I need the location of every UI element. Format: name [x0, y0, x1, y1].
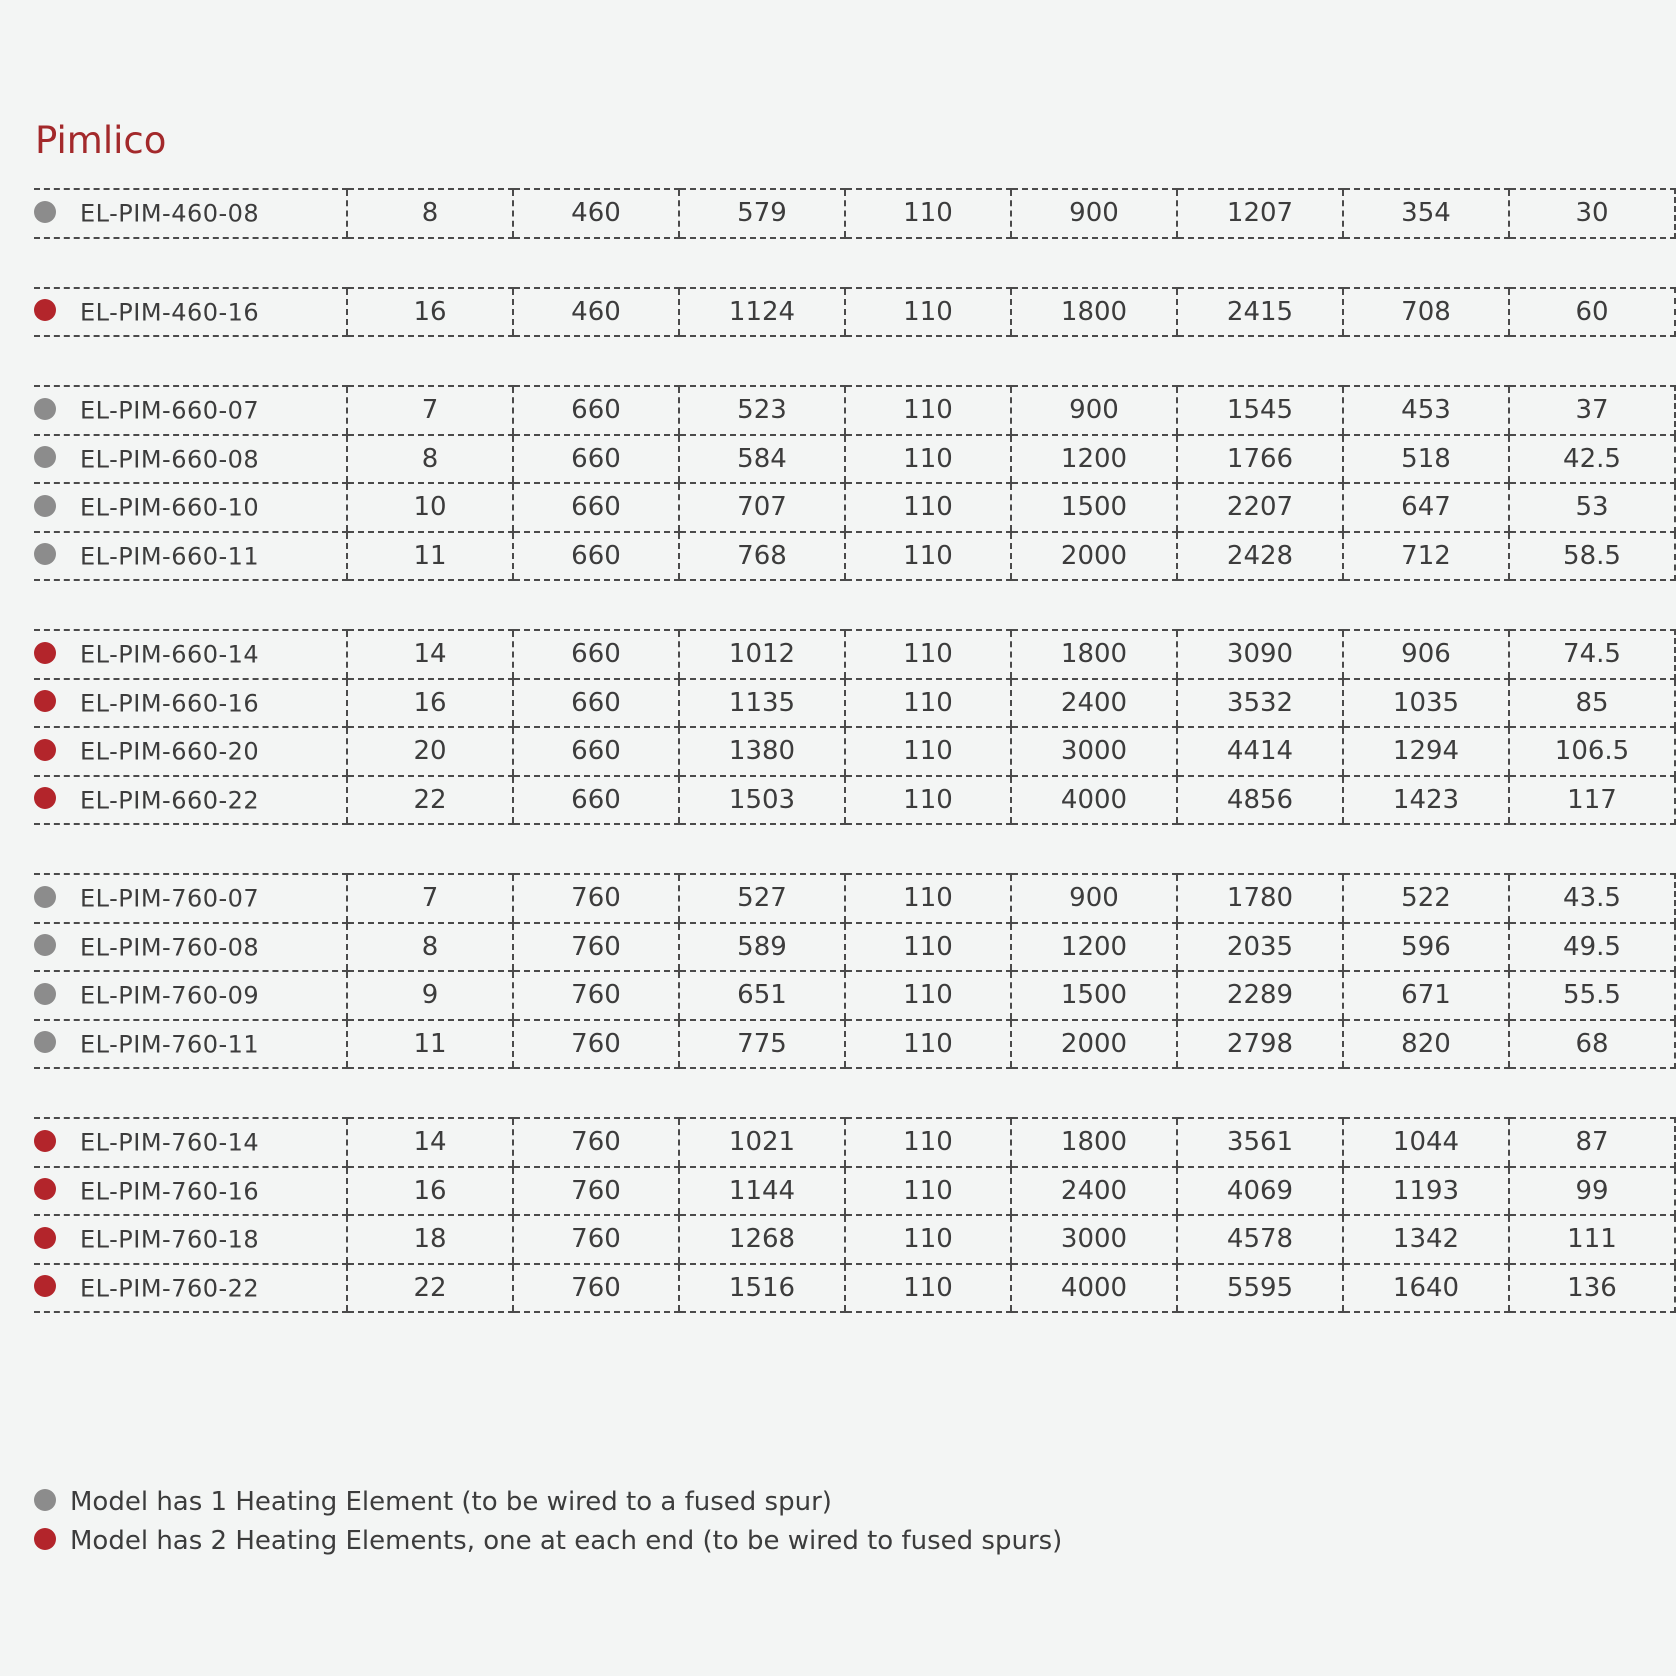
twin-element-dot-icon: [34, 1227, 56, 1249]
twin-element-dot-icon: [34, 1275, 56, 1297]
table-row: [34, 1167, 1675, 1216]
model-cell: [34, 1264, 347, 1313]
table-cell: 22: [347, 1264, 513, 1313]
twin-element-dot-icon: [34, 642, 56, 664]
table-cell: 3000: [1011, 1215, 1177, 1264]
table-cell: 110: [845, 435, 1011, 484]
model-cell: [34, 1020, 347, 1069]
table-cell: 8: [347, 923, 513, 972]
table-cell: 8: [347, 435, 513, 484]
table-cell: 522: [1343, 874, 1509, 923]
table-row: [34, 483, 1675, 532]
table-cell: 60: [1509, 288, 1675, 337]
table-cell: 99: [1509, 1167, 1675, 1216]
table-cell: 7: [347, 874, 513, 923]
twin-element-dot-icon: [34, 1130, 56, 1152]
model-group-table: [34, 873, 1676, 1069]
model-code: EL-PIM-460-08: [80, 199, 260, 228]
table-cell: 20: [347, 727, 513, 776]
table-cell: 2428: [1177, 532, 1343, 581]
table-cell: 1268: [679, 1215, 845, 1264]
model-cell: [34, 971, 347, 1020]
table-cell: 660: [513, 483, 679, 532]
model-code: EL-PIM-460-16: [80, 298, 260, 327]
legend-text: Model has 2 Heating Elements, one at each end (to be wired to fused spurs): [70, 1525, 1063, 1556]
table-cell: 55.5: [1509, 971, 1675, 1020]
table-cell: 460: [513, 189, 679, 238]
table-cell: 1500: [1011, 971, 1177, 1020]
table-cell: 5595: [1177, 1264, 1343, 1313]
table-row: [34, 630, 1675, 679]
table-cell: 110: [845, 532, 1011, 581]
table-cell: 110: [845, 874, 1011, 923]
table-cell: 596: [1343, 923, 1509, 972]
legend-text: Model has 1 Heating Element (to be wired to a fused spur): [70, 1486, 832, 1517]
table-cell: 1800: [1011, 288, 1177, 337]
model-code: EL-PIM-760-18: [80, 1225, 260, 1254]
table-cell: 16: [347, 679, 513, 728]
table-cell: 1200: [1011, 923, 1177, 972]
table-row: [34, 1215, 1675, 1264]
table-cell: 660: [513, 679, 679, 728]
model-code: EL-PIM-660-07: [80, 396, 260, 425]
table-cell: 58.5: [1509, 532, 1675, 581]
table-cell: 1516: [679, 1264, 845, 1313]
table-cell: 453: [1343, 386, 1509, 435]
table-cell: 1035: [1343, 679, 1509, 728]
table-row: [34, 971, 1675, 1020]
model-code: EL-PIM-660-22: [80, 786, 260, 815]
table-cell: 136: [1509, 1264, 1675, 1313]
table-cell: 9: [347, 971, 513, 1020]
table-cell: 900: [1011, 386, 1177, 435]
table-cell: 110: [845, 1020, 1011, 1069]
table-cell: 110: [845, 727, 1011, 776]
table-cell: 110: [845, 189, 1011, 238]
model-cell: [34, 288, 347, 337]
table-row: [34, 923, 1675, 972]
table-cell: 1423: [1343, 776, 1509, 825]
model-code: EL-PIM-660-10: [80, 493, 260, 522]
single-element-dot-icon: [34, 446, 56, 468]
table-cell: 579: [679, 189, 845, 238]
table-cell: 18: [347, 1215, 513, 1264]
table-cell: 906: [1343, 630, 1509, 679]
table-cell: 110: [845, 630, 1011, 679]
table-cell: 523: [679, 386, 845, 435]
model-cell: [34, 679, 347, 728]
single-element-dot-icon: [34, 886, 56, 908]
legend-item: [34, 1482, 1062, 1521]
table-cell: 2000: [1011, 532, 1177, 581]
model-cell: [34, 874, 347, 923]
legend-item: [34, 1521, 1062, 1560]
table-cell: 760: [513, 1118, 679, 1167]
table-cell: 110: [845, 288, 1011, 337]
table-cell: 760: [513, 971, 679, 1020]
model-group-table: [34, 1117, 1676, 1313]
table-cell: 43.5: [1509, 874, 1675, 923]
table-row: [34, 1118, 1675, 1167]
table-cell: 1342: [1343, 1215, 1509, 1264]
table-cell: 74.5: [1509, 630, 1675, 679]
table-cell: 2400: [1011, 1167, 1177, 1216]
table-cell: 1503: [679, 776, 845, 825]
table-row: [34, 1020, 1675, 1069]
table-cell: 4000: [1011, 1264, 1177, 1313]
table-cell: 1044: [1343, 1118, 1509, 1167]
table-row: [34, 435, 1675, 484]
table-cell: 3561: [1177, 1118, 1343, 1167]
table-cell: 4578: [1177, 1215, 1343, 1264]
model-cell: [34, 1167, 347, 1216]
table-cell: 1200: [1011, 435, 1177, 484]
spec-tables: [34, 188, 1676, 1361]
model-code: EL-PIM-660-08: [80, 445, 260, 474]
table-cell: 14: [347, 630, 513, 679]
table-row: [34, 288, 1675, 337]
table-cell: 2415: [1177, 288, 1343, 337]
table-cell: 4856: [1177, 776, 1343, 825]
table-cell: 110: [845, 1118, 1011, 1167]
table-cell: 10: [347, 483, 513, 532]
table-cell: 110: [845, 1215, 1011, 1264]
table-cell: 1500: [1011, 483, 1177, 532]
model-cell: [34, 189, 347, 238]
model-cell: [34, 630, 347, 679]
table-cell: 647: [1343, 483, 1509, 532]
twin-element-dot-icon: [34, 1178, 56, 1200]
table-cell: 110: [845, 483, 1011, 532]
table-cell: 110: [845, 1167, 1011, 1216]
table-cell: 768: [679, 532, 845, 581]
table-cell: 7: [347, 386, 513, 435]
single-element-dot-icon: [34, 495, 56, 517]
table-cell: 712: [1343, 532, 1509, 581]
table-cell: 1144: [679, 1167, 845, 1216]
single-element-dot-icon: [34, 201, 56, 223]
model-cell: [34, 1118, 347, 1167]
table-cell: 4069: [1177, 1167, 1343, 1216]
table-cell: 708: [1343, 288, 1509, 337]
table-cell: 14: [347, 1118, 513, 1167]
table-cell: 1800: [1011, 630, 1177, 679]
table-cell: 2000: [1011, 1020, 1177, 1069]
table-cell: 85: [1509, 679, 1675, 728]
table-row: [34, 727, 1675, 776]
single-element-dot-icon: [34, 1031, 56, 1053]
model-code: EL-PIM-660-14: [80, 640, 260, 669]
table-cell: 4414: [1177, 727, 1343, 776]
table-row: [34, 776, 1675, 825]
model-code: EL-PIM-760-09: [80, 981, 260, 1010]
table-cell: 518: [1343, 435, 1509, 484]
table-cell: 1294: [1343, 727, 1509, 776]
table-cell: 760: [513, 874, 679, 923]
twin-element-dot-icon: [34, 787, 56, 809]
table-cell: 11: [347, 1020, 513, 1069]
table-cell: 16: [347, 288, 513, 337]
table-cell: 8: [347, 189, 513, 238]
twin-element-dot-icon: [34, 739, 56, 761]
legend: [34, 1482, 1062, 1560]
table-cell: 760: [513, 1264, 679, 1313]
table-cell: 2400: [1011, 679, 1177, 728]
model-code: EL-PIM-760-08: [80, 933, 260, 962]
model-code: EL-PIM-660-11: [80, 542, 260, 571]
table-cell: 660: [513, 435, 679, 484]
table-cell: 1207: [1177, 189, 1343, 238]
model-code: EL-PIM-760-14: [80, 1128, 260, 1157]
table-cell: 660: [513, 630, 679, 679]
table-cell: 111: [1509, 1215, 1675, 1264]
table-cell: 3090: [1177, 630, 1343, 679]
table-cell: 660: [513, 532, 679, 581]
table-cell: 760: [513, 1020, 679, 1069]
table-cell: 1124: [679, 288, 845, 337]
model-cell: [34, 435, 347, 484]
table-cell: 1766: [1177, 435, 1343, 484]
table-cell: 11: [347, 532, 513, 581]
table-cell: 660: [513, 727, 679, 776]
table-cell: 1545: [1177, 386, 1343, 435]
table-cell: 2035: [1177, 923, 1343, 972]
model-code: EL-PIM-660-20: [80, 737, 260, 766]
table-cell: 589: [679, 923, 845, 972]
table-cell: 110: [845, 776, 1011, 825]
model-cell: [34, 776, 347, 825]
model-group-table: [34, 188, 1676, 239]
table-cell: 1640: [1343, 1264, 1509, 1313]
table-cell: 900: [1011, 189, 1177, 238]
table-cell: 2289: [1177, 971, 1343, 1020]
table-cell: 30: [1509, 189, 1675, 238]
model-cell: [34, 1215, 347, 1264]
table-row: [34, 679, 1675, 728]
table-cell: 110: [845, 679, 1011, 728]
model-group-table: [34, 385, 1676, 581]
table-cell: 760: [513, 923, 679, 972]
single-element-dot-icon: [34, 1489, 56, 1511]
table-cell: 68: [1509, 1020, 1675, 1069]
model-cell: [34, 386, 347, 435]
model-code: EL-PIM-760-11: [80, 1030, 260, 1059]
table-cell: 110: [845, 923, 1011, 972]
twin-element-dot-icon: [34, 1528, 56, 1550]
table-cell: 87: [1509, 1118, 1675, 1167]
table-cell: 660: [513, 386, 679, 435]
table-cell: 651: [679, 971, 845, 1020]
table-cell: 22: [347, 776, 513, 825]
table-row: [34, 532, 1675, 581]
table-cell: 1780: [1177, 874, 1343, 923]
table-cell: 900: [1011, 874, 1177, 923]
model-code: EL-PIM-760-22: [80, 1274, 260, 1303]
model-cell: [34, 727, 347, 776]
table-row: [34, 189, 1675, 238]
single-element-dot-icon: [34, 983, 56, 1005]
table-cell: 584: [679, 435, 845, 484]
table-cell: 110: [845, 971, 1011, 1020]
table-cell: 16: [347, 1167, 513, 1216]
table-row: [34, 386, 1675, 435]
table-cell: 2207: [1177, 483, 1343, 532]
table-cell: 460: [513, 288, 679, 337]
twin-element-dot-icon: [34, 690, 56, 712]
table-row: [34, 874, 1675, 923]
model-cell: [34, 532, 347, 581]
table-cell: 1135: [679, 679, 845, 728]
table-row: [34, 1264, 1675, 1313]
single-element-dot-icon: [34, 934, 56, 956]
table-cell: 760: [513, 1167, 679, 1216]
model-cell: [34, 923, 347, 972]
page-title: Pimlico: [35, 119, 167, 162]
table-cell: 110: [845, 386, 1011, 435]
table-cell: 820: [1343, 1020, 1509, 1069]
table-cell: 1800: [1011, 1118, 1177, 1167]
table-cell: 49.5: [1509, 923, 1675, 972]
table-cell: 3532: [1177, 679, 1343, 728]
table-cell: 2798: [1177, 1020, 1343, 1069]
model-group-table: [34, 287, 1676, 338]
table-cell: 775: [679, 1020, 845, 1069]
table-cell: 53: [1509, 483, 1675, 532]
model-code: EL-PIM-760-16: [80, 1177, 260, 1206]
single-element-dot-icon: [34, 543, 56, 565]
table-cell: 1380: [679, 727, 845, 776]
table-cell: 1021: [679, 1118, 845, 1167]
table-cell: 1012: [679, 630, 845, 679]
table-cell: 707: [679, 483, 845, 532]
table-cell: 527: [679, 874, 845, 923]
table-cell: 3000: [1011, 727, 1177, 776]
model-code: EL-PIM-760-07: [80, 884, 260, 913]
table-cell: 760: [513, 1215, 679, 1264]
table-cell: 354: [1343, 189, 1509, 238]
single-element-dot-icon: [34, 398, 56, 420]
twin-element-dot-icon: [34, 299, 56, 321]
table-cell: 1193: [1343, 1167, 1509, 1216]
table-cell: 42.5: [1509, 435, 1675, 484]
table-cell: 117: [1509, 776, 1675, 825]
model-cell: [34, 483, 347, 532]
table-cell: 110: [845, 1264, 1011, 1313]
model-code: EL-PIM-660-16: [80, 689, 260, 718]
model-group-table: [34, 629, 1676, 825]
table-cell: 671: [1343, 971, 1509, 1020]
table-cell: 660: [513, 776, 679, 825]
table-cell: 37: [1509, 386, 1675, 435]
table-cell: 106.5: [1509, 727, 1675, 776]
table-cell: 4000: [1011, 776, 1177, 825]
